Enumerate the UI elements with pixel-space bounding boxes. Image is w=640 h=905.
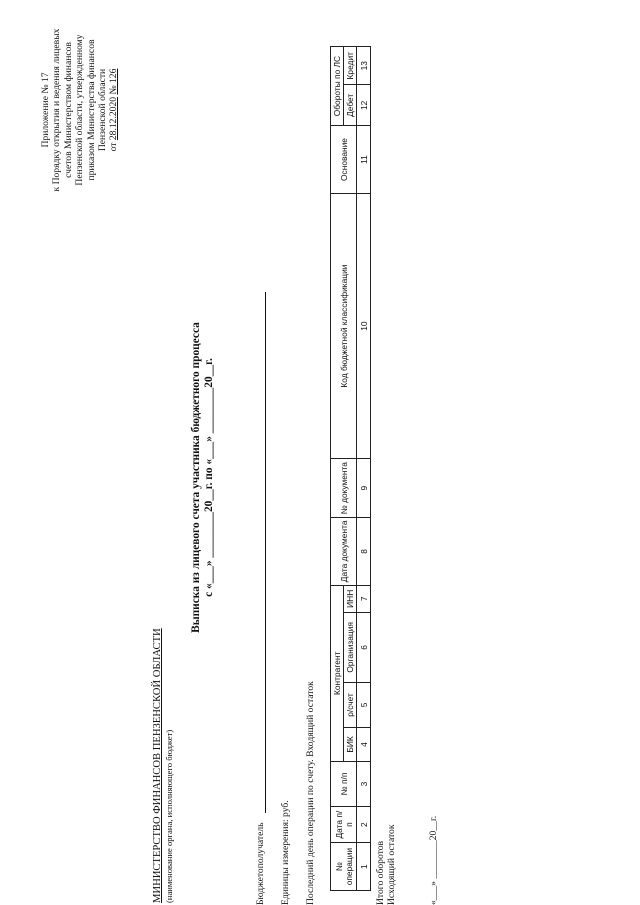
header-organization: Организация bbox=[344, 612, 357, 682]
table-header-row bbox=[331, 47, 344, 891]
header-contractor: Контрагент bbox=[331, 585, 344, 761]
header-credit: Кредит bbox=[344, 47, 357, 85]
totals-block bbox=[375, 825, 398, 905]
column-number: 5 bbox=[357, 682, 371, 727]
appendix-from-prefix: от bbox=[108, 142, 120, 152]
total-turnover-label: Итого оборотов bbox=[375, 840, 386, 905]
header-account: р/счет bbox=[344, 682, 357, 727]
recipient-label: Бюджетополучатель bbox=[255, 822, 266, 905]
column-number: 10 bbox=[357, 193, 371, 458]
header-debit: Дебет bbox=[344, 85, 357, 126]
appendix-line: приказом Министерства финансов bbox=[85, 39, 97, 181]
column-number: 9 bbox=[357, 459, 371, 518]
title-line-1: Выписка из лицевого счета участника бюджетного процесса bbox=[190, 322, 202, 633]
appendix-number: № 126 bbox=[108, 68, 120, 95]
organization-hint: (наименование органа, исполняющего бюджет) bbox=[164, 729, 174, 903]
operations-table bbox=[330, 46, 371, 891]
column-number: 12 bbox=[357, 85, 371, 126]
header-op-num: № операции bbox=[331, 843, 357, 891]
appendix-line: Пензенской области bbox=[97, 68, 109, 152]
header-num-pp: № п/п bbox=[331, 761, 357, 806]
header-doc-date: Дата документа bbox=[331, 518, 357, 586]
column-number: 6 bbox=[357, 612, 371, 682]
column-number: 3 bbox=[357, 761, 371, 806]
header-bik: БИК bbox=[344, 728, 357, 762]
header-date-pp: Дата п/п bbox=[331, 807, 357, 843]
column-number: 11 bbox=[357, 126, 371, 194]
header-basis: Основание bbox=[331, 126, 357, 194]
appendix-line: счетов Министерством финансов bbox=[62, 42, 74, 178]
column-number: 13 bbox=[357, 47, 371, 85]
appendix-date: 28.12.2020 bbox=[108, 96, 120, 141]
column-number-row bbox=[357, 47, 371, 891]
header-inn: ИНН bbox=[344, 585, 357, 612]
column-number: 4 bbox=[357, 728, 371, 762]
title-line-2: с «___» ________20__г. по «___» ________20__г. bbox=[203, 358, 215, 597]
column-number: 1 bbox=[357, 843, 371, 891]
organization-name: МИНИСТЕРСТВО ФИНАНСОВ ПЕНЗЕНСКОЙ ОБЛАСТИ bbox=[152, 628, 163, 903]
closing-balance-label: Исходящий остаток bbox=[386, 824, 398, 905]
last-day-label: Последний день операции по счету. Входящий остаток bbox=[305, 681, 316, 905]
appendix-line: Приложение № 17 bbox=[40, 72, 51, 148]
column-number: 7 bbox=[357, 585, 371, 612]
appendix-line: к Порядку открытия и ведения лицевых bbox=[51, 28, 63, 192]
units-label: Единицы измерения: руб. bbox=[280, 800, 291, 905]
header-doc-num: № документа bbox=[331, 459, 357, 518]
header-kbk: Код бюджетной классификации bbox=[331, 193, 357, 458]
statement-title bbox=[190, 250, 216, 705]
column-number: 2 bbox=[357, 807, 371, 843]
appendix-block bbox=[40, 15, 120, 205]
appendix-date-line bbox=[108, 15, 119, 205]
appendix-line: Пензенской области, утвержденному bbox=[74, 34, 86, 186]
column-number: 8 bbox=[357, 518, 371, 586]
footer-date: «___» ________20__г. bbox=[428, 815, 439, 905]
recipient-underline bbox=[265, 292, 266, 813]
header-turnover: Обороты по ЛС bbox=[331, 47, 344, 126]
